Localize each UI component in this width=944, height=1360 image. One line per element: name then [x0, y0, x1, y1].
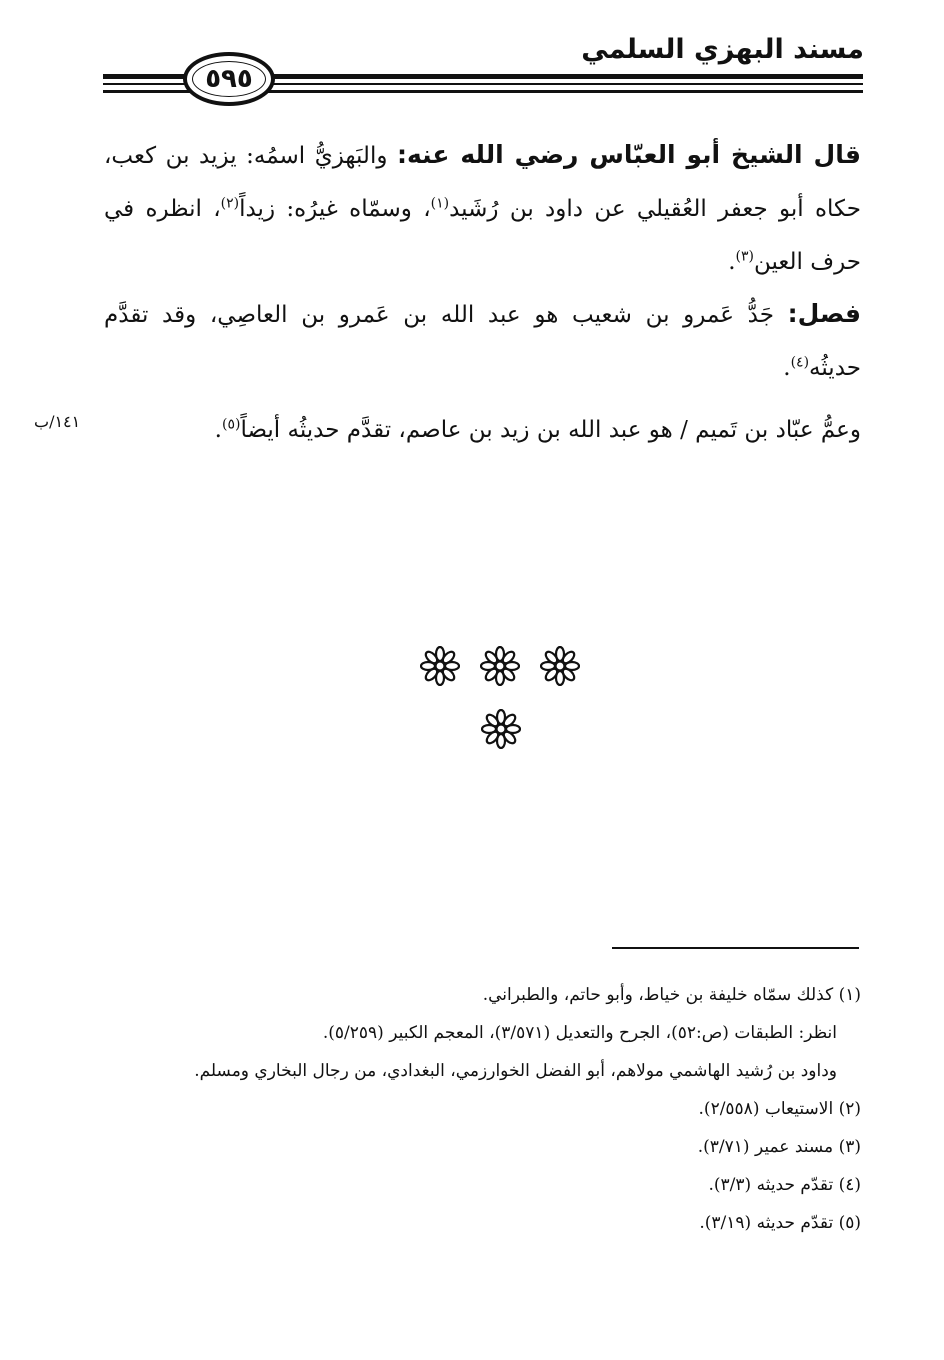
paragraph-3-text-b: .: [214, 417, 222, 443]
running-title: مسند البهزي السلمي: [581, 34, 864, 65]
paragraph-1-text-d: .: [728, 249, 736, 275]
paragraph-1-text-b: ، وسمّاه غيرُه: زيداً: [239, 196, 431, 222]
paragraph-3: [150, 404, 861, 457]
manuscript-folio-note: ١٤١/ب: [34, 412, 81, 431]
flower-ornament-icon: [540, 646, 580, 686]
footnote-1: (١) كذلك سمّاه خليفة بن خياط، وأبو حاتم، والطبراني.: [482, 985, 861, 1005]
footnote-ref-5[interactable]: (٥): [221, 416, 241, 433]
footnote-4: (٤) تقدّم حديثه (٣/٣).: [708, 1175, 861, 1195]
footnote-1-note: وداود بن رُشيد الهاشمي مولاهم، أبو الفضل الخوارزمي، البغدادي، من رجال البخاري ومسلم.: [194, 1061, 837, 1081]
paragraph-1-text-a: والبَهزيُّ اسمُه: يزيد بن كعب، حكاه أبو جعفر العُقيلي عن داود بن رُشَيد: [104, 143, 861, 222]
paragraph-1-text-c: ، انظره في حرف العين: [104, 196, 861, 275]
footnotes: [104, 976, 861, 1242]
page-number-frame: [183, 52, 275, 106]
paragraph-2: [104, 287, 861, 395]
footnote-5: (٥) تقدّم حديثه (٣/١٩).: [699, 1213, 861, 1233]
flower-ornament-icon: [420, 646, 460, 686]
paragraph-2-text-b: .: [783, 355, 791, 381]
footnote-separator: [612, 947, 859, 949]
footnote-ref-2[interactable]: (٢): [220, 195, 240, 212]
paragraph-3-text-a: وعمُّ عبّاد بن تَميم / هو عبد الله بن زيد بن عاصم، تقدَّم حديثُه أيضاً: [240, 417, 861, 443]
paragraph-2-lead: فصل:: [787, 299, 861, 328]
paragraph-2-text-a: جَدُّ عَمرو بن شعيب هو عبد الله بن عَمرو بن العاصِي، وقد تقدَّم حديثُه: [104, 302, 861, 381]
paragraph-1-lead: قال الشيخ أبو العبّاس رضي الله عنه:: [396, 140, 861, 169]
footnote-1-sources: انظر: الطبقات (ص:٥٢)، الجرح والتعديل (٣/٥٧١)، المعجم الكبير (٥/٢٥٩).: [322, 1023, 837, 1043]
footnote-3: (٣) مسند عمير (٣/٧١).: [697, 1137, 861, 1157]
footnote-ref-1[interactable]: (١): [430, 195, 450, 212]
paragraph-1: [104, 128, 861, 289]
flower-ornament-icon: [481, 709, 521, 749]
footnote-2: (٢) الاستيعاب (٢/٥٥٨).: [698, 1099, 861, 1119]
flower-ornament-icon: [480, 646, 520, 686]
page-number: ٥٩٥: [205, 64, 253, 94]
footnote-ref-4[interactable]: (٤): [790, 354, 810, 371]
footnote-ref-3[interactable]: (٣): [735, 248, 754, 265]
